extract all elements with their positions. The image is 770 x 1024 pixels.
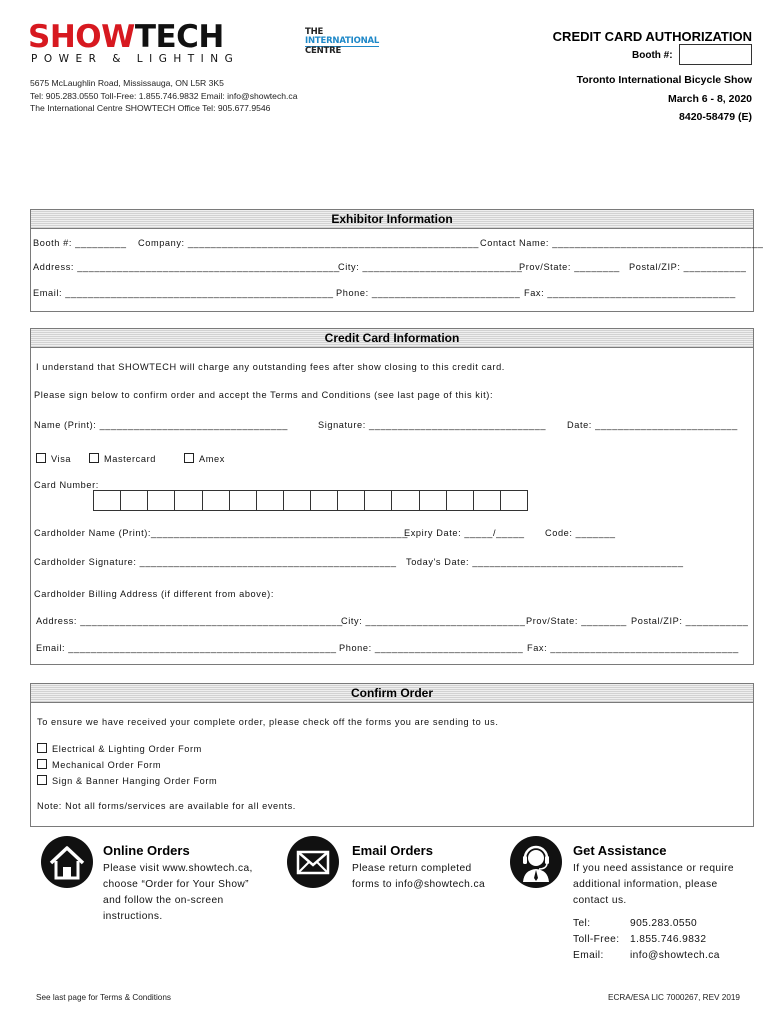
exhibitor-city-field[interactable]: City: ____________________________ [338, 262, 523, 272]
email-orders-text [352, 861, 485, 893]
assist-line-2: additional information, please [573, 879, 718, 890]
company-address [30, 77, 298, 115]
form-title: CREDIT CARD AUTHORIZATION [552, 29, 752, 44]
billing-address-label: Cardholder Billing Address (if different from above): [34, 589, 274, 599]
address-line-3: The International Centre SHOWTECH Office Tel: 905.677.9546 [30, 103, 271, 114]
online-line-4: instructions. [103, 911, 163, 922]
cardholder-name-field[interactable]: Cardholder Name (Print):_____________________________________________ [34, 528, 408, 538]
tel-label: Tel: [573, 918, 591, 929]
billing-prov-field[interactable]: Prov/State: ________ [526, 616, 627, 626]
logo-subtitle: POWER & LIGHTING [31, 53, 240, 65]
booth-label: Booth #: [632, 50, 673, 61]
email-line-1: Please return completed [352, 863, 472, 874]
visa-option[interactable] [36, 453, 71, 464]
exhibitor-contact-field[interactable]: Contact Name: _____________________________________ [480, 238, 764, 248]
tollfree-number[interactable]: 1.855.746.9832 [630, 934, 707, 945]
exhibitor-section [30, 209, 764, 312]
expiry-date-field[interactable]: Expiry Date: _____/_____ [404, 528, 525, 538]
logo-show: SHOW [28, 19, 135, 55]
email-orders-title: Email Orders [352, 843, 433, 858]
exhibitor-fax-field[interactable]: Fax: _________________________________ [524, 288, 736, 298]
mastercard-option[interactable] [89, 453, 156, 464]
confirm-order-heading: Confirm Order [31, 684, 753, 703]
cardholder-signature-field[interactable]: Cardholder Signature: _____________________________________________ [34, 557, 397, 567]
card-number-label: Card Number: [34, 480, 99, 490]
mastercard-checkbox[interactable] [89, 453, 99, 463]
form-option-mechanical[interactable] [37, 759, 161, 770]
security-code-field[interactable]: Code: _______ [545, 528, 616, 538]
mastercard-label: Mastercard [104, 454, 156, 464]
intl-logo-l3: CENTRE [305, 46, 342, 56]
terms-footer: See last page for Terms & Conditions [36, 993, 172, 1002]
license-footer: ECRA/ESA LIC 7000267, REV 2019 [608, 993, 740, 1002]
form-option-electrical[interactable] [37, 743, 202, 754]
visa-label: Visa [51, 454, 72, 464]
house-icon [41, 836, 93, 888]
show-dates: March 6 - 8, 2020 [667, 93, 752, 105]
authorization-statement: I understand that SHOWTECH will charge any outstanding fees after show closing to this credit card. [36, 362, 505, 372]
card-number-input[interactable] [93, 490, 528, 511]
name-print-field[interactable]: Name (Print): _________________________________ [34, 420, 288, 430]
exhibitor-booth-field[interactable]: Booth #: _________ [33, 238, 127, 248]
exhibitor-heading: Exhibitor Information [31, 210, 753, 229]
tel-number[interactable]: 905.283.0550 [630, 918, 698, 929]
confirm-intro: To ensure we have received your complete order, please check off the forms you are sending to us. [37, 717, 499, 727]
electrical-checkbox[interactable] [37, 743, 47, 753]
online-orders-title: Online Orders [103, 843, 190, 858]
get-assistance-text [573, 861, 734, 909]
exhibitor-prov-field[interactable]: Prov/State: ________ [519, 262, 620, 272]
billing-postal-field[interactable]: Postal/ZIP: ___________ [631, 616, 749, 626]
billing-phone-field[interactable]: Phone: __________________________ [339, 643, 524, 653]
email-link[interactable]: info@showtech.ca [630, 950, 720, 961]
date-field[interactable]: Date: _________________________ [567, 420, 738, 430]
amex-label: Amex [199, 454, 225, 464]
exhibitor-postal-field[interactable]: Postal/ZIP: ___________ [629, 262, 747, 272]
amex-checkbox[interactable] [184, 453, 194, 463]
envelope-icon [287, 836, 339, 888]
email-label: Email: [573, 950, 604, 961]
sign-label: Sign & Banner Hanging Order Form [52, 776, 218, 786]
billing-address-field[interactable]: Address: ______________________________________________ [36, 616, 343, 626]
email-line-2: forms to info@showtech.ca [352, 879, 486, 890]
intl-logo-l2: INTERNATIONAL [305, 36, 380, 46]
confirm-note: Note: Not all forms/services are available for all events. [37, 801, 296, 811]
signature-field[interactable]: Signature: _______________________________ [318, 420, 547, 430]
showtech-logo [28, 19, 224, 55]
exhibitor-email-field[interactable]: Email: _______________________________________________ [33, 288, 334, 298]
billing-city-field[interactable]: City: ____________________________ [341, 616, 526, 626]
terms-statement: Please sign below to confirm order and accept the Terms and Conditions (see last page of this kit): [34, 390, 494, 400]
mechanical-label: Mechanical Order Form [52, 760, 162, 770]
exhibitor-phone-field[interactable]: Phone: __________________________ [336, 288, 521, 298]
exhibitor-address-field[interactable]: Address: ______________________________________________ [33, 262, 340, 272]
form-option-sign[interactable] [37, 775, 217, 786]
credit-card-section [30, 328, 754, 665]
amex-option[interactable] [184, 453, 225, 464]
address-line-1: 5675 McLaughlin Road, Mississauga, ON L5R 3K5 [30, 78, 224, 88]
logo-tech: TECH [134, 19, 224, 55]
booth-input[interactable] [679, 44, 752, 65]
online-line-2: choose “Order for Your Show” [103, 879, 249, 890]
credit-card-heading: Credit Card Information [31, 329, 753, 348]
sign-checkbox[interactable] [37, 775, 47, 785]
assist-line-3: contact us. [573, 895, 627, 906]
get-assistance-title: Get Assistance [573, 843, 667, 858]
billing-fax-field[interactable]: Fax: _________________________________ [527, 643, 739, 653]
international-centre-logo [305, 28, 379, 56]
mechanical-checkbox[interactable] [37, 759, 47, 769]
online-line-1: Please visit www.showtech.ca, [103, 863, 253, 874]
todays-date-field[interactable]: Today's Date: _____________________________________ [406, 557, 684, 567]
tollfree-label: Toll-Free: [573, 934, 620, 945]
assist-line-1: If you need assistance or require [573, 863, 735, 874]
online-line-3: and follow the on-screen [103, 895, 224, 906]
visa-checkbox[interactable] [36, 453, 46, 463]
exhibitor-company-field[interactable]: Company: ___________________________________________________ [138, 238, 480, 248]
billing-email-field[interactable]: Email: _______________________________________________ [36, 643, 337, 653]
confirm-order-section [30, 683, 754, 827]
show-name: Toronto International Bicycle Show [576, 74, 752, 86]
electrical-label: Electrical & Lighting Order Form [52, 744, 202, 754]
intl-logo-l1: THE [305, 27, 324, 37]
show-code: 8420-58479 (E) [679, 111, 752, 123]
address-line-2: Tel: 905.283.0550 Toll-Free: 1.855.746.9832 Email: info@showtech.ca [30, 90, 298, 101]
online-orders-text [103, 861, 253, 925]
headset-agent-icon [510, 836, 562, 888]
